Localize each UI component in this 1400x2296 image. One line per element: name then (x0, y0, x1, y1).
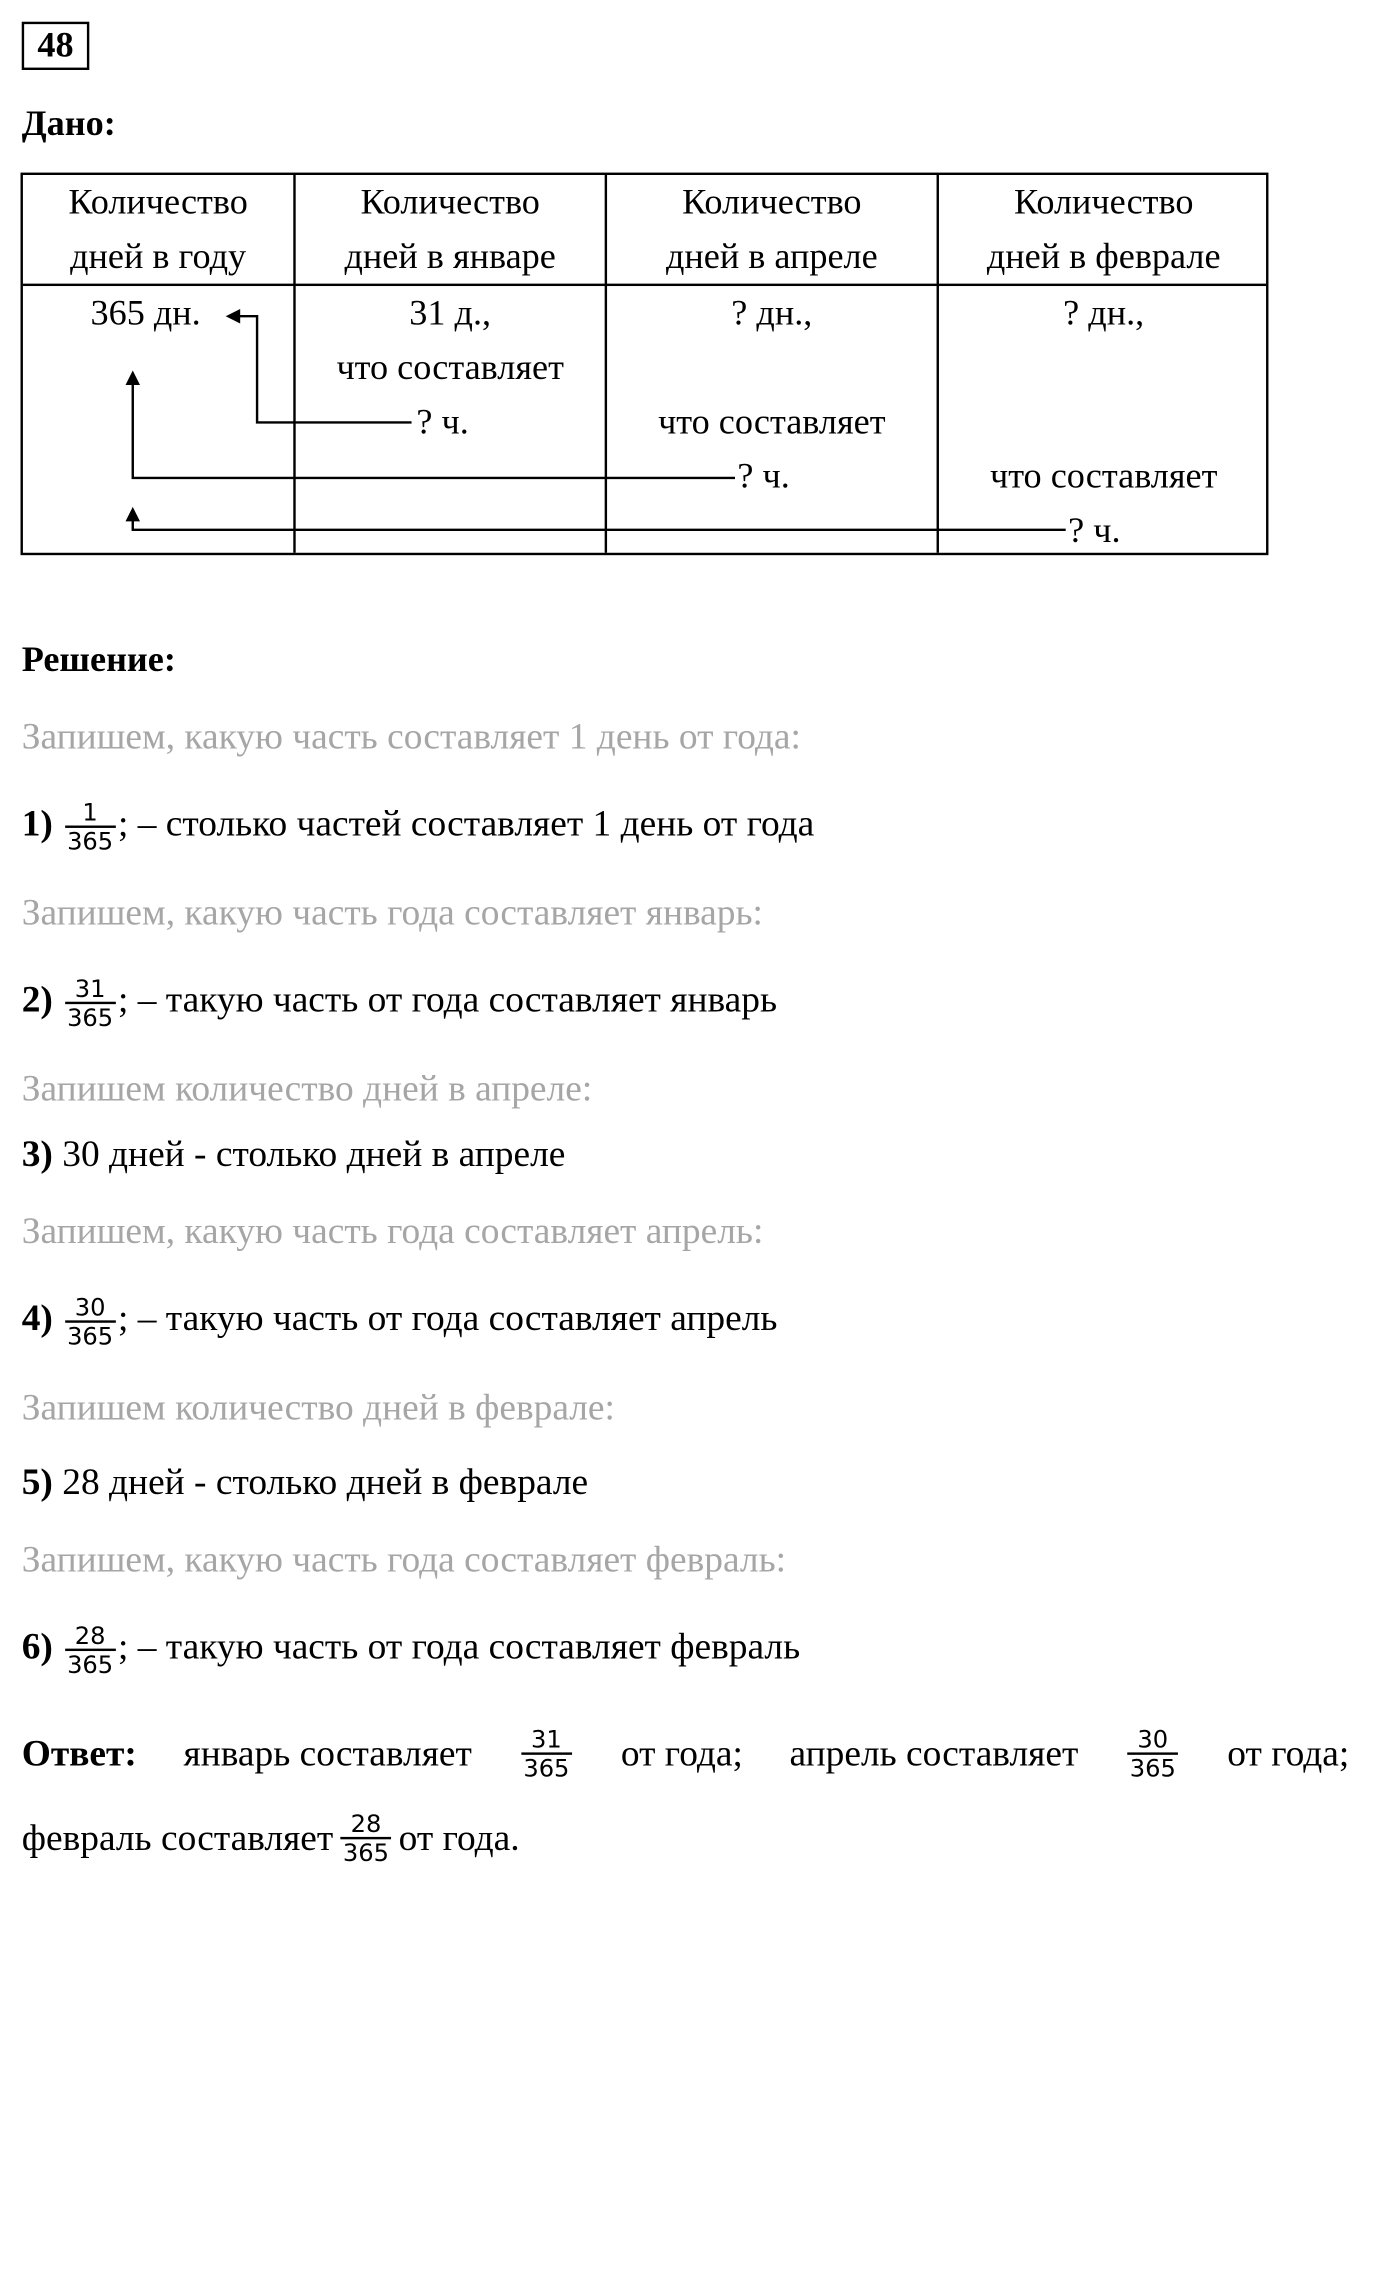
step-5 (22, 1458, 588, 1506)
fraction-numerator: 31 (521, 1726, 572, 1755)
answer-january-text: январь составляет (183, 1731, 472, 1775)
fraction (65, 975, 116, 1031)
solution-heading: Решение: (21, 639, 176, 680)
fraction (65, 1622, 116, 1678)
step-text: 30 дней - столько дней в апреле (52, 1132, 566, 1175)
step-4 (22, 1294, 778, 1350)
fraction-denominator: 365 (1129, 1753, 1176, 1783)
january-arrowhead-icon (226, 309, 240, 323)
hint-5: Запишем количество дней в феврале: (21, 1385, 615, 1428)
given-heading: Дано: (21, 103, 116, 144)
january-arrow (238, 316, 412, 422)
arrows-diagram (23, 175, 1271, 558)
step-number: 5) (21, 1460, 53, 1503)
answer-february-text: февраль составляет (21, 1816, 334, 1859)
step-number: 6) (21, 1624, 53, 1667)
april-share-label: что составляет (658, 401, 886, 442)
fraction-numerator: 30 (1127, 1726, 1178, 1755)
step-3 (22, 1130, 566, 1178)
step-number: 3) (21, 1132, 53, 1175)
fraction (65, 1294, 116, 1350)
fraction-denominator: 365 (67, 1002, 114, 1032)
fraction-denominator: 365 (67, 1649, 114, 1679)
february-days: ? дн., (1063, 293, 1145, 334)
hint-4: Запишем, какую часть года составляет апрель: (21, 1209, 764, 1252)
step-2 (22, 975, 777, 1031)
answer-april-text: апрель составляет (789, 1731, 1079, 1775)
january-share-label: что составляет (336, 347, 564, 388)
april-hours: ? ч. (737, 456, 790, 497)
answer-april-fraction (1127, 1726, 1178, 1782)
fraction-numerator: 28 (65, 1622, 116, 1651)
header-year-line1: Количество (68, 182, 248, 223)
fraction (65, 799, 116, 855)
fraction-denominator: 365 (342, 1838, 389, 1868)
hint-2: Запишем, какую часть года составляет январь: (21, 890, 763, 933)
problem-number: 48 (22, 22, 90, 70)
answer-row-2 (22, 1796, 1350, 1880)
fraction-numerator: 31 (65, 975, 116, 1004)
answer-from-year: от года; (620, 1731, 743, 1775)
february-arrowhead-icon (126, 507, 140, 521)
answer-january-fraction (521, 1726, 572, 1782)
step-text: ; – столько частей составляет 1 день от года (117, 801, 815, 844)
february-hours: ? ч. (1068, 510, 1121, 551)
answer-from-year: от года; (1227, 1731, 1350, 1775)
step-number: 2) (21, 977, 53, 1020)
january-days: 31 д., (409, 293, 492, 334)
fraction-denominator: 365 (67, 1321, 114, 1351)
answer-february-fraction (340, 1810, 391, 1866)
header-year-line2: дней в году (70, 236, 247, 277)
step-text: ; – такую часть от года составляет апрель (117, 1296, 778, 1339)
step-text: 28 дней - столько дней в феврале (52, 1460, 589, 1503)
step-number: 1) (21, 801, 53, 844)
february-arrow (133, 519, 1066, 530)
step-1 (22, 799, 815, 855)
february-share-label: что составляет (989, 456, 1218, 497)
header-april-line2: дней в апреле (665, 236, 878, 277)
april-days: ? дн., (731, 293, 813, 334)
given-table (21, 173, 1269, 556)
fraction-denominator: 365 (523, 1753, 570, 1783)
step-number: 4) (21, 1296, 53, 1339)
hint-6: Запишем, какую часть года составляет февраль: (21, 1537, 787, 1580)
hint-1: Запишем, какую часть составляет 1 день от года: (21, 714, 801, 757)
header-february-line1: Количество (1013, 182, 1194, 223)
fraction-denominator: 365 (67, 826, 114, 856)
header-april-line1: Количество (682, 182, 862, 223)
header-january-line2: дней в январе (344, 236, 556, 277)
header-february-line2: дней в феврале (986, 236, 1221, 277)
fraction-numerator: 28 (340, 1810, 391, 1839)
answer-row-1 (22, 1711, 1350, 1795)
fraction-numerator: 1 (65, 799, 116, 828)
hint-3: Запишем количество дней в апреле: (21, 1066, 593, 1110)
fraction-numerator: 30 (65, 1294, 116, 1323)
step-text: ; – такую часть от года составляет февраль (117, 1624, 801, 1667)
answer-label: Ответ: (21, 1731, 137, 1775)
step-6 (22, 1622, 800, 1678)
january-hours: ? ч. (416, 401, 469, 442)
step-text: ; – такую часть от года составляет январь (117, 977, 778, 1020)
year-value: 365 дн. (90, 293, 201, 334)
answer-from-year: от года. (398, 1816, 520, 1859)
header-january-line1: Количество (360, 182, 540, 223)
april-arrowhead-icon (126, 371, 140, 385)
april-arrow (133, 383, 735, 478)
answer-block (22, 1711, 1350, 1880)
